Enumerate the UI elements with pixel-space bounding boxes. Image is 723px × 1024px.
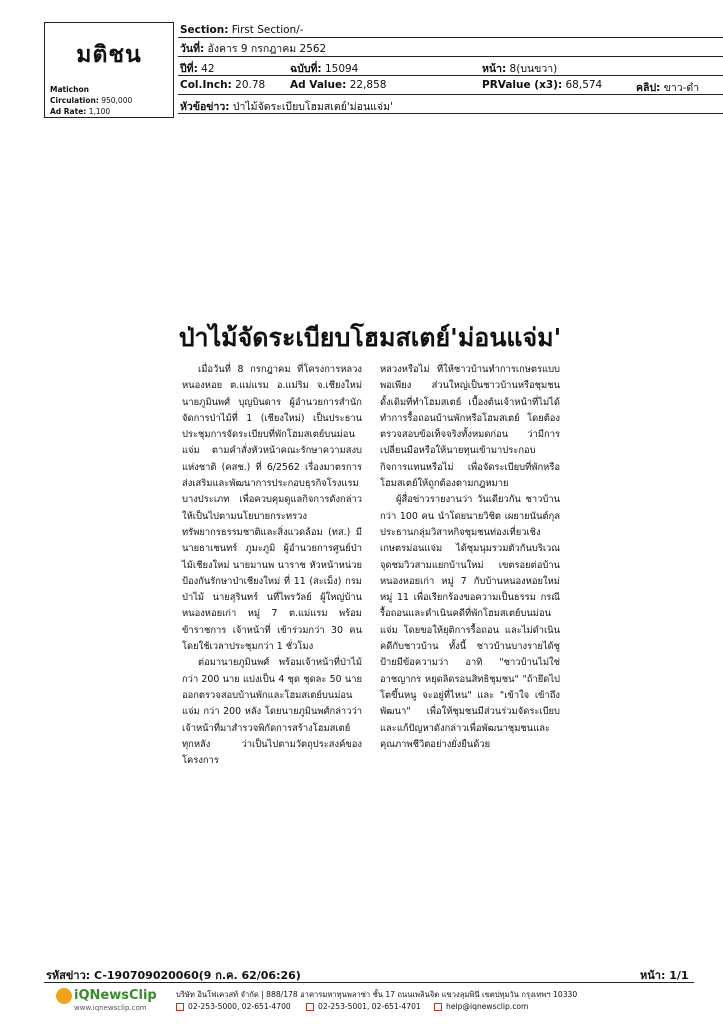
publication-name: Matichon	[50, 85, 89, 94]
paragraph: เมื่อวันที่ 8 กรกฎาคม ที่โครงการหลวงหนองหอย ต.แม่แรม อ.แม่ริม จ.เชียงใหม่ นายภูมินพศ์ บุญบินดาร ผู้อำนวยการสำนักจัดการป่าไม้ที่ 1 (เชียงใหม่) เป็นประธานประชุมการจัดระเบียบที่พักโฮมสเตย์บนม่อนแจ่ม ตามคำสั่งหัวหน้าคณะรักษาความสงบแห่งชาติ (คสช.) ที่ 6/2562 เรื่องมาตรการส่งเสริมและพัฒนาการประกอบธุรกิจโรงแรมบางประเภท เพื่อควบคุมดูแลกิจการดังกล่าว ให้เป็นไปตามนโยบายกระทรวงทรัพยากรธรรมชาติและสิ่งแวดล้อม (ทส.) มีนายธาเชนทร์ ภูมะภูมิ ผู้อำนวยการศูนย์ป่าไม้เชียงใหม่ นายมานพ นาราช หัวหน้าหน่วยป้องกันรักษาป่าเชียงใหม่ ที่ 11 (สะเม็ง) กรมป่าไม้ นายสุรินทร์ นที่ไพรวัลย์ ผู้ใหญ่บ้านหนองหอยเก่า หมู่ 7 ต.แม่แรม พร้อมข้าราชการ เจ้าหน้าที่ เข้าร่วมกว่า 30 คน โดยใช้เวลาประชุมกว่า 1 ชั่วโมง	[182, 364, 362, 653]
iqnewsclip-logo-icon	[56, 988, 72, 1004]
publication-logo: มติชน	[76, 42, 142, 68]
iqnewsclip-brand	[56, 986, 166, 1016]
ad-rate: Ad Rate: 1,100	[50, 107, 111, 116]
clip-header	[44, 22, 723, 118]
header-divider-5	[178, 113, 723, 114]
paragraph: หลวงหรือไม่ ที่ให้ชาวบ้านทำการเกษตรแบบพอเพียง ส่วนใหญ่เป็นชาวบ้านหรือชุมชนดั้งเดิมที่ทำโฮมสเตย์ เบื้องต้นเจ้าหน้าที่ไม่ได้ทำการรื้อถอนบ้านพักหรือโฮมสเตย์ โดยต้องตรวจสอบข้อเท็จจริงทั้งหมดก่อน ว่ามีการเปลี่ยนมือหรือให้นายทุนเข้ามาประกอบกิจการแทนหรือไม่ เพื่อจัดระเบียบที่พักหรือโฮมสเตย์ให้ถูกต้องตามกฎหมาย	[380, 364, 560, 490]
paragraph: ต่อมานายภูมินพศ์ พร้อมเจ้าหน้าที่ป่าไม้กว่า 200 นาย แบ่งเป็น 4 ชุด ชุดละ 50 นาย ออกตรวจสอบบ้านพักและโฮมสเตย์บนม่อนแจ่ม กว่า 200 หลัง โดยนายภูมินพศ์กล่าวว่าเจ้าหน้าที่มาสำรวจพิกัดการสร้างโฮมสเตย์ทุกหลัง ว่าเป็นไปตามวัตถุประสงค์ของโครงการ	[182, 657, 362, 767]
circulation: Circulation: 950,000	[50, 96, 133, 105]
paragraph: ผู้สื่อข่าวรายงานว่า วันเดียวกัน ชาวบ้านกว่า 100 คน นำโดยนายวิชิต เผยายนันต์กุล ประธานกลุ่มวิสาหกิจชุมชนท่องเที่ยวเชิงเกษตรม่อนแจ่ม ได้ชุมนุมรวมตัวกันบริเวณจุดชมวิวสามแยกบ้านใหม่ เขตรอยต่อบ้านหนองหอยเก่า หมู่ 7 กับบ้านหนองหอยใหม่ หมู่ 11 เพื่อเรียกร้องขอความเป็นธรรม กรณีรื้อถอนและดำเนินคดีที่พักโฮมสเตย์บนม่อนแจ่ม โดยขอให้ยุติการรื้อถอน และไม่ดำเนินคดีกับชาวบ้าน ทั้งนี้ ชาวบ้านบางรายได้ชูป้ายมีข้อความว่า อาทิ "ชาวบ้านไม่ใช่อาชญากร หยุดลิดรอนสิทธิชุมชน" "ถ้ายึดไป โตขึ้นหนู จะอยู่ที่ไหน" และ "เข้าใจ เข้าถึง พัฒนา" เพื่อให้ชุมชนมีส่วนร่วมจัดระเบียบ และแก้ปัญหาดังกล่าวเพื่อพัฒนาชุมชนและคุณภาพชีวิตอย่างยั่งยืนด้วย	[380, 494, 560, 750]
ad-value: Ad Value: 22,858	[290, 79, 387, 91]
phone-icon	[176, 1003, 184, 1011]
brand-url: www.iqnewsclip.com	[74, 1004, 147, 1012]
section: Section: First Section/-	[180, 24, 304, 36]
footer-divider	[44, 982, 694, 983]
brand-name: iQNewsClip	[74, 988, 157, 1003]
article-title: ป่าไม้จัดระเบียบโฮมสเตย์'ม่อนแจ่ม'	[178, 323, 562, 352]
article-column-1	[182, 362, 362, 769]
pr-value: PRValue (x3): 68,574	[482, 79, 603, 91]
company-address: บริษัท อินโฟเควสท์ จำกัด | 888/178 อาคารมหาทุนพลาซ่า ชั้น 17 ถนนเพลินจิต แขวงลุมพินี เขตปทุมวัน กรุงเทพฯ 10330	[176, 990, 578, 999]
phone: 02-253-5000, 02-651-4700	[176, 1002, 291, 1011]
fax-icon	[306, 1003, 314, 1011]
header-divider-3	[178, 75, 723, 76]
header-divider-1	[178, 37, 723, 38]
news-code: รหัสข่าว: C-190709020060(9 ก.ค. 62/06:26)	[46, 969, 301, 982]
col-inch: Col.Inch: 20.78	[180, 79, 266, 91]
email: help@iqnewsclip.com	[434, 1002, 528, 1011]
email-icon	[434, 1003, 442, 1011]
clip-color: คลิป: ขาว-ดำ	[636, 82, 700, 94]
publication-logo-box	[44, 22, 174, 118]
fax: 02-253-5001, 02-651-4701	[306, 1002, 421, 1011]
article-column-2	[380, 362, 560, 753]
page: หน้า: 8(บนขวา)	[482, 63, 558, 75]
header-divider-2	[178, 56, 723, 57]
year: ปีที่: 42	[180, 63, 215, 75]
header-divider-4	[178, 94, 723, 95]
date: วันที่: อังคาร 9 กรกฎาคม 2562	[180, 43, 327, 55]
issue: ฉบับที่: 15094	[290, 63, 359, 75]
headline: หัวข้อข่าว: ป่าไม้จัดระเบียบโฮมสเตย์'ม่อนแจ่ม'	[180, 101, 393, 113]
footer-page: หน้า: 1/1	[640, 969, 689, 982]
